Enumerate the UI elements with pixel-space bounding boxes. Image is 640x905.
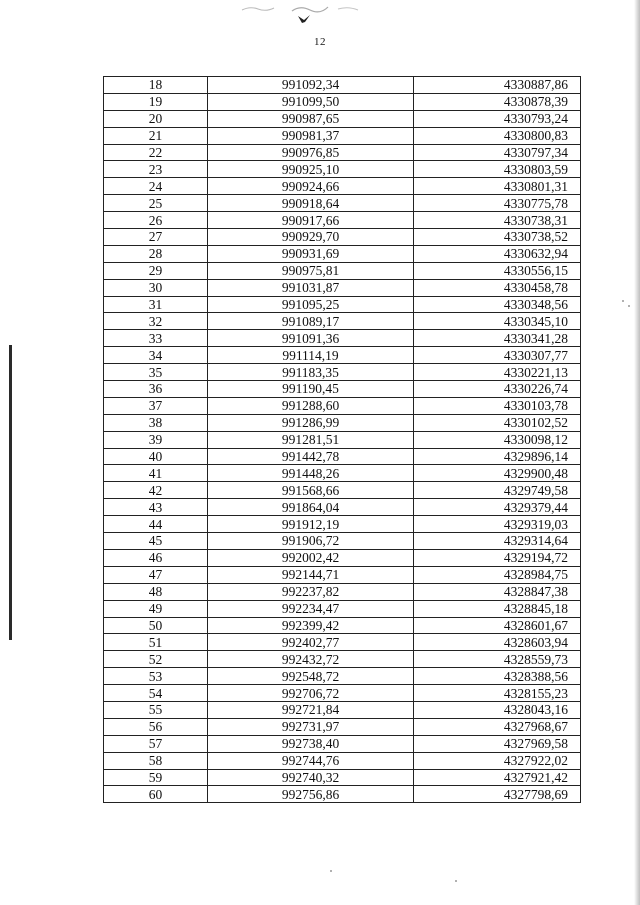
table-row	[104, 600, 581, 617]
coordinate-table-body	[104, 77, 581, 803]
y-coordinate-cell: 4330793,24	[414, 110, 581, 127]
point-number-cell: 60	[104, 786, 208, 803]
scan-speck	[622, 300, 624, 302]
table-row	[104, 566, 581, 583]
x-coordinate-cell: 991114,19	[208, 347, 414, 364]
x-coordinate-cell: 991281,51	[208, 431, 414, 448]
y-coordinate-cell: 4328847,38	[414, 583, 581, 600]
point-number-cell: 38	[104, 414, 208, 431]
y-coordinate-cell: 4328388,56	[414, 668, 581, 685]
table-row	[104, 499, 581, 516]
point-number-cell: 29	[104, 262, 208, 279]
y-coordinate-cell: 4329319,03	[414, 516, 581, 533]
table-row	[104, 769, 581, 786]
table-row	[104, 668, 581, 685]
point-number-cell: 27	[104, 229, 208, 246]
x-coordinate-cell: 990917,66	[208, 212, 414, 229]
y-coordinate-cell: 4328984,75	[414, 566, 581, 583]
point-number-cell: 30	[104, 279, 208, 296]
y-coordinate-cell: 4329379,44	[414, 499, 581, 516]
x-coordinate-cell: 991286,99	[208, 414, 414, 431]
point-number-cell: 25	[104, 195, 208, 212]
y-coordinate-cell: 4329194,72	[414, 549, 581, 566]
table-row	[104, 549, 581, 566]
x-coordinate-cell: 992756,86	[208, 786, 414, 803]
point-number-cell: 21	[104, 127, 208, 144]
table-row	[104, 701, 581, 718]
point-number-cell: 26	[104, 212, 208, 229]
y-coordinate-cell: 4330345,10	[414, 313, 581, 330]
point-number-cell: 47	[104, 566, 208, 583]
point-number-cell: 19	[104, 93, 208, 110]
x-coordinate-cell: 990925,10	[208, 161, 414, 178]
y-coordinate-cell: 4330738,31	[414, 212, 581, 229]
table-row	[104, 397, 581, 414]
table-row	[104, 431, 581, 448]
point-number-cell: 42	[104, 482, 208, 499]
x-coordinate-cell: 992738,40	[208, 735, 414, 752]
table-row	[104, 414, 581, 431]
x-coordinate-cell: 992706,72	[208, 685, 414, 702]
table-row	[104, 786, 581, 803]
table-row	[104, 93, 581, 110]
y-coordinate-cell: 4330797,34	[414, 144, 581, 161]
x-coordinate-cell: 990924,66	[208, 178, 414, 195]
table-row	[104, 634, 581, 651]
x-coordinate-cell: 991091,36	[208, 330, 414, 347]
point-number-cell: 23	[104, 161, 208, 178]
table-row	[104, 651, 581, 668]
point-number-cell: 22	[104, 144, 208, 161]
y-coordinate-cell: 4328601,67	[414, 617, 581, 634]
y-coordinate-cell: 4330341,28	[414, 330, 581, 347]
table-row	[104, 617, 581, 634]
table-row	[104, 144, 581, 161]
point-number-cell: 44	[104, 516, 208, 533]
scan-speck	[628, 305, 630, 307]
table-row	[104, 347, 581, 364]
y-coordinate-cell: 4329749,58	[414, 482, 581, 499]
y-coordinate-cell: 4327798,69	[414, 786, 581, 803]
y-coordinate-cell: 4328155,23	[414, 685, 581, 702]
table-row	[104, 77, 581, 94]
table-row	[104, 752, 581, 769]
table-row	[104, 127, 581, 144]
x-coordinate-cell: 992744,76	[208, 752, 414, 769]
y-coordinate-cell: 4330556,15	[414, 262, 581, 279]
x-coordinate-cell: 990918,64	[208, 195, 414, 212]
point-number-cell: 48	[104, 583, 208, 600]
point-number-cell: 54	[104, 685, 208, 702]
y-coordinate-cell: 4327922,02	[414, 752, 581, 769]
table-row	[104, 482, 581, 499]
point-number-cell: 59	[104, 769, 208, 786]
point-number-cell: 37	[104, 397, 208, 414]
y-coordinate-cell: 4330887,86	[414, 77, 581, 94]
y-coordinate-cell: 4330800,83	[414, 127, 581, 144]
y-coordinate-cell: 4330803,59	[414, 161, 581, 178]
point-number-cell: 24	[104, 178, 208, 195]
scan-page-edge	[634, 0, 640, 905]
x-coordinate-cell: 991568,66	[208, 482, 414, 499]
table-row	[104, 110, 581, 127]
table-row	[104, 465, 581, 482]
y-coordinate-cell: 4330801,31	[414, 178, 581, 195]
coordinate-table	[103, 76, 581, 803]
x-coordinate-cell: 992399,42	[208, 617, 414, 634]
point-number-cell: 52	[104, 651, 208, 668]
x-coordinate-cell: 990981,37	[208, 127, 414, 144]
point-number-cell: 31	[104, 296, 208, 313]
y-coordinate-cell: 4330226,74	[414, 381, 581, 398]
point-number-cell: 55	[104, 701, 208, 718]
point-number-cell: 53	[104, 668, 208, 685]
x-coordinate-cell: 992144,71	[208, 566, 414, 583]
point-number-cell: 35	[104, 364, 208, 381]
table-row	[104, 533, 581, 550]
y-coordinate-cell: 4330348,56	[414, 296, 581, 313]
y-coordinate-cell: 4328845,18	[414, 600, 581, 617]
table-row	[104, 448, 581, 465]
x-coordinate-cell: 992432,72	[208, 651, 414, 668]
table-row	[104, 313, 581, 330]
x-coordinate-cell: 992237,82	[208, 583, 414, 600]
x-coordinate-cell: 991288,60	[208, 397, 414, 414]
x-coordinate-cell: 992234,47	[208, 600, 414, 617]
y-coordinate-cell: 4330103,78	[414, 397, 581, 414]
table-row	[104, 245, 581, 262]
x-coordinate-cell: 990975,81	[208, 262, 414, 279]
y-coordinate-cell: 4330307,77	[414, 347, 581, 364]
x-coordinate-cell: 990987,65	[208, 110, 414, 127]
point-number-cell: 58	[104, 752, 208, 769]
y-coordinate-cell: 4327969,58	[414, 735, 581, 752]
table-row	[104, 161, 581, 178]
x-coordinate-cell: 991031,87	[208, 279, 414, 296]
x-coordinate-cell: 991190,45	[208, 381, 414, 398]
table-row	[104, 583, 581, 600]
x-coordinate-cell: 991442,78	[208, 448, 414, 465]
y-coordinate-cell: 4328559,73	[414, 651, 581, 668]
x-coordinate-cell: 992002,42	[208, 549, 414, 566]
point-number-cell: 41	[104, 465, 208, 482]
x-coordinate-cell: 991448,26	[208, 465, 414, 482]
point-number-cell: 20	[104, 110, 208, 127]
point-number-cell: 18	[104, 77, 208, 94]
y-coordinate-cell: 4330098,12	[414, 431, 581, 448]
point-number-cell: 34	[104, 347, 208, 364]
x-coordinate-cell: 991183,35	[208, 364, 414, 381]
point-number-cell: 36	[104, 381, 208, 398]
scan-speck	[330, 870, 332, 872]
point-number-cell: 33	[104, 330, 208, 347]
x-coordinate-cell: 990976,85	[208, 144, 414, 161]
x-coordinate-cell: 991092,34	[208, 77, 414, 94]
x-coordinate-cell: 991089,17	[208, 313, 414, 330]
table-row	[104, 212, 581, 229]
point-number-cell: 46	[104, 549, 208, 566]
table-row	[104, 364, 581, 381]
x-coordinate-cell: 991095,25	[208, 296, 414, 313]
point-number-cell: 45	[104, 533, 208, 550]
point-number-cell: 49	[104, 600, 208, 617]
y-coordinate-cell: 4329900,48	[414, 465, 581, 482]
table-row	[104, 296, 581, 313]
table-row	[104, 718, 581, 735]
y-coordinate-cell: 4327968,67	[414, 718, 581, 735]
table-row	[104, 516, 581, 533]
table-row	[104, 262, 581, 279]
y-coordinate-cell: 4330458,78	[414, 279, 581, 296]
point-number-cell: 43	[104, 499, 208, 516]
table-row	[104, 381, 581, 398]
y-coordinate-cell: 4330775,78	[414, 195, 581, 212]
table-row	[104, 229, 581, 246]
scan-speck	[455, 880, 457, 882]
scan-margin-mark	[9, 345, 12, 640]
x-coordinate-cell: 992721,84	[208, 701, 414, 718]
y-coordinate-cell: 4330102,52	[414, 414, 581, 431]
y-coordinate-cell: 4330738,52	[414, 229, 581, 246]
y-coordinate-cell: 4330878,39	[414, 93, 581, 110]
point-number-cell: 50	[104, 617, 208, 634]
scan-smudge	[240, 2, 370, 14]
table-row	[104, 279, 581, 296]
x-coordinate-cell: 992548,72	[208, 668, 414, 685]
table-row	[104, 178, 581, 195]
table-row	[104, 330, 581, 347]
table-row	[104, 195, 581, 212]
point-number-cell: 51	[104, 634, 208, 651]
point-number-cell: 28	[104, 245, 208, 262]
x-coordinate-cell: 992731,97	[208, 718, 414, 735]
point-number-cell: 32	[104, 313, 208, 330]
x-coordinate-cell: 991099,50	[208, 93, 414, 110]
y-coordinate-cell: 4328043,16	[414, 701, 581, 718]
page-number: 12	[314, 36, 326, 48]
ink-blot-icon	[296, 14, 312, 24]
y-coordinate-cell: 4330632,94	[414, 245, 581, 262]
x-coordinate-cell: 990931,69	[208, 245, 414, 262]
point-number-cell: 57	[104, 735, 208, 752]
x-coordinate-cell: 990929,70	[208, 229, 414, 246]
y-coordinate-cell: 4329314,64	[414, 533, 581, 550]
point-number-cell: 56	[104, 718, 208, 735]
y-coordinate-cell: 4330221,13	[414, 364, 581, 381]
y-coordinate-cell: 4327921,42	[414, 769, 581, 786]
y-coordinate-cell: 4329896,14	[414, 448, 581, 465]
point-number-cell: 39	[104, 431, 208, 448]
x-coordinate-cell: 991912,19	[208, 516, 414, 533]
x-coordinate-cell: 992740,32	[208, 769, 414, 786]
x-coordinate-cell: 992402,77	[208, 634, 414, 651]
y-coordinate-cell: 4328603,94	[414, 634, 581, 651]
table-row	[104, 685, 581, 702]
x-coordinate-cell: 991906,72	[208, 533, 414, 550]
table-row	[104, 735, 581, 752]
point-number-cell: 40	[104, 448, 208, 465]
x-coordinate-cell: 991864,04	[208, 499, 414, 516]
